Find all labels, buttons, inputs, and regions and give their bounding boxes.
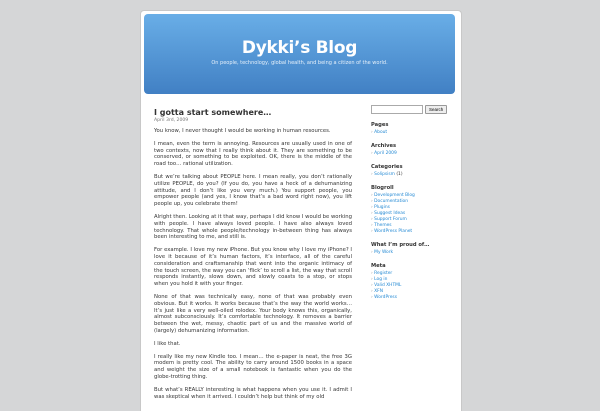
widget-title-meta: Meta	[371, 263, 386, 269]
widget-categories	[371, 164, 449, 178]
link-category-solipsism[interactable]: Solipsism	[374, 172, 395, 177]
link-log-in[interactable]: Log in	[374, 277, 388, 282]
widget-title-pages: Pages	[371, 122, 389, 128]
post-date: April 3rd, 2009	[154, 118, 189, 123]
link-wordpress-planet[interactable]: WordPress Planet	[374, 229, 413, 234]
post-paragraph: I really like my new Kindle too. I mean… the e-paper is neat, the free 3G modem is pretty cool. The ability to carry around 1500 books in a space and weight the size of a small notebook is fantastic when you do the globe-trotting thing.	[154, 353, 352, 380]
post-paragraph: But we’re talking about PEOPLE here. I mean really, you don’t rationally utilize PEOPLE, do you? (If you do, you have a heck of a dehumanizing attitude, and I don’t like you very much.) You support people, you empower people (and yes, I know that’s a bad word right now), you lift people up, you celebrate them!	[154, 173, 352, 208]
list-item	[371, 151, 449, 157]
list-item	[371, 229, 449, 235]
widget-pages	[371, 122, 449, 136]
list-item	[371, 295, 449, 301]
search-input[interactable]	[371, 105, 423, 114]
post-paragraph: But what’s REALLY interesting is what happens when you use it. I admit I was skeptical when it arrived. I couldn’t help but think of my old	[154, 386, 352, 400]
widget-proud	[371, 242, 449, 256]
link-support-forum[interactable]: Support Forum	[374, 217, 407, 222]
link-documentation[interactable]: Documentation	[374, 199, 409, 204]
widget-title-blogroll: Blogroll	[371, 185, 394, 191]
list-item	[371, 250, 449, 256]
post-title[interactable]: I gotta start somewhere…	[154, 108, 272, 117]
widget-title-archives: Archives	[371, 143, 397, 149]
list-item	[371, 172, 449, 178]
blog-description: On people, technology, global health, and being a citizen of the world.	[211, 60, 388, 66]
post-paragraph: None of that was technically easy, none of that was probably even obvious. But it works. It works because that’s the way the world works… It’s just like a very well-oiled rolodex. Your body knows this, organically, almost subconsciously. It’s comfortable technology. It removes a barrier between the wet, messy, chaotic part of us and the massive world of (largely) dehumanizing information.	[154, 293, 352, 334]
link-xfn[interactable]: XFN	[374, 289, 383, 294]
widget-meta	[371, 263, 449, 301]
link-development-blog[interactable]: Development Blog	[374, 193, 415, 198]
post-paragraph: I mean, even the term is annoying. Resources are usually used in one of two contexts, now that I really think about it. They are something to be conserved, or something to be exploited. OK, there is the middle of the road too… rational utilization.	[154, 140, 352, 168]
widget-archives	[371, 143, 449, 157]
widget-title-categories: Categories	[371, 164, 403, 170]
link-my-work[interactable]: My Work	[374, 250, 394, 255]
category-count: (1)	[396, 172, 403, 177]
list-item	[371, 130, 449, 136]
link-valid-xhtml[interactable]: Valid XHTML	[374, 283, 402, 288]
search-button[interactable]: Search	[425, 105, 447, 114]
post-body	[154, 128, 352, 400]
link-register[interactable]: Register	[374, 271, 393, 276]
blog-header	[144, 14, 455, 94]
link-wordpress[interactable]: WordPress	[374, 295, 397, 300]
post-paragraph: Alright then. Looking at it that way, perhaps I did know I would be working with people. I have always loved people. I have also always loved technology. That whole people/technology in-between thing has always been interesting to me, and still is.	[154, 213, 352, 241]
search-form	[371, 105, 449, 114]
link-suggest-ideas[interactable]: Suggest Ideas	[374, 211, 406, 216]
widget-title-proud: What I’m proud of…	[371, 242, 430, 248]
sidebar	[371, 105, 449, 308]
link-about[interactable]: About	[374, 130, 388, 135]
link-plugins[interactable]: Plugins	[374, 205, 390, 210]
post-paragraph: You know, I never thought I would be working in human resources.	[154, 128, 331, 134]
post	[154, 108, 352, 406]
post-paragraph: For example. I love my new iPhone. But you know why I love my iPhone? I love it because of it’s human factors, it’s interface, all of the careful consideration and craftsmanship that went into the organic intimacy of the touch screen, the way you can ‘flick’ to scroll a list, the way that scroll responds instantly, slows down, and slowly coasts to a stop, or stops when you hold it with your finger.	[154, 247, 352, 288]
link-themes[interactable]: Themes	[374, 223, 392, 228]
blog-title[interactable]: Dykki’s Blog	[241, 38, 358, 58]
post-paragraph: I like that.	[154, 340, 181, 347]
link-archive-april-2009[interactable]: April 2009	[374, 151, 397, 156]
widget-blogroll	[371, 185, 449, 235]
